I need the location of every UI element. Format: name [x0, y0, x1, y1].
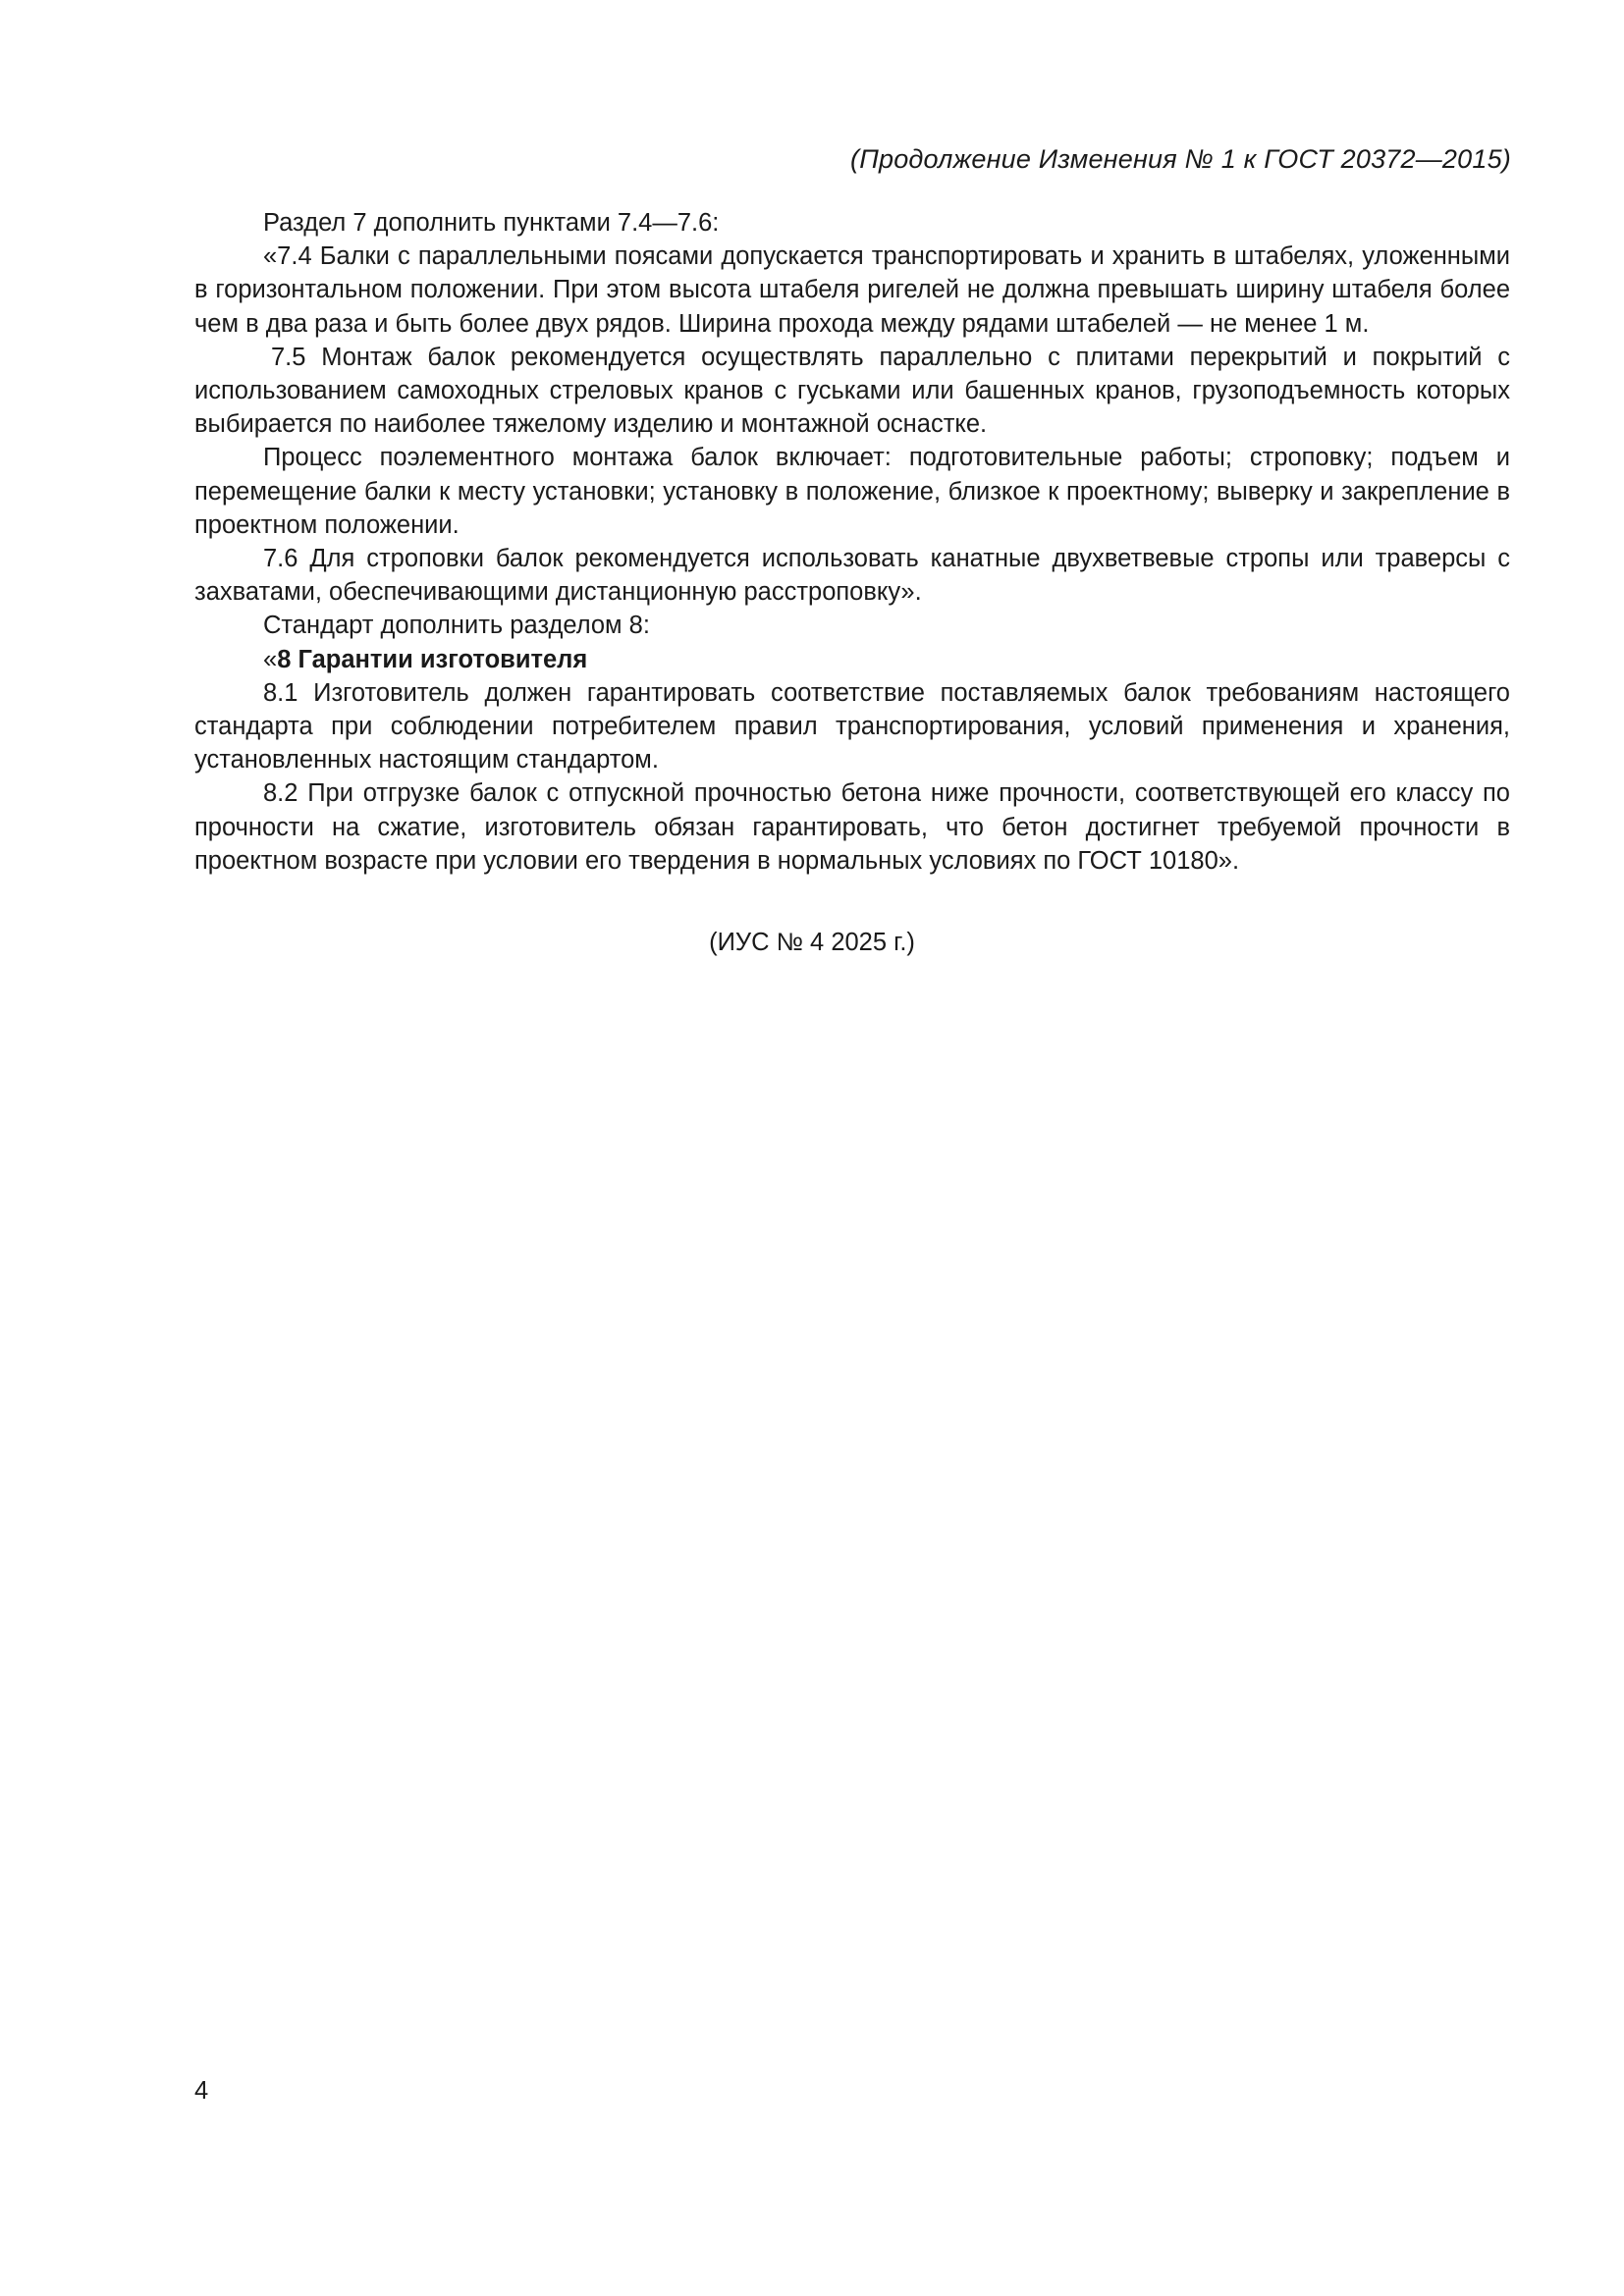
document-body [194, 206, 1510, 878]
ius-reference: (ИУС № 4 2025 г.) [709, 929, 915, 956]
section-8-heading [194, 643, 1510, 676]
paragraph-section8-intro: Стандарт дополнить разделом 8: [263, 612, 650, 640]
paragraph-8-2: 8.2 При отгрузке балок с отпускной прочностью бетона ниже прочности, соответствующей его классу по прочности на сжатие, изготовитель обязан гарантировать, что бетон достигнет требуемой прочности в проектном возрасте при условии его твердения в нормальных условиях по ГОСТ 10180». [194, 779, 1510, 875]
paragraph-7-6: 7.6 Для строповки балок рекомендуется использовать канатные двухветвевые стропы или траверсы с захватами, обеспечивающими дистанционную расстроповку». [194, 545, 1510, 607]
paragraph-7-4: «7.4 Балки с параллельными поясами допускается транспортировать и хранить в штабелях, уложенными в горизонтальном положении. При этом высота штабеля ригелей не должна превышать ширину штабеля более чем в два раза и быть более двух рядов. Ширина прохода между рядами штабелей — не менее 1 м. [194, 242, 1510, 338]
paragraph-8-1: 8.1 Изготовитель должен гарантировать соответствие поставляемых балок требованиям настоящего стандарта при соблюдении потребителем правил транспортирования, условий применения и хранения, установленных настоящим стандартом. [194, 678, 1510, 774]
opening-quote: « [263, 645, 278, 673]
section-8-title: 8 Гарантии изготовителя [277, 645, 588, 673]
page-number: 4 [194, 2077, 209, 2105]
paragraph-assembly-process: Процесс поэлементного монтажа балок включает: подготовительные работы; строповку; подъем и перемещение балки к месту установки; установку в положение, близкое к проектному; выверку и закрепление в проектном положении. [194, 444, 1510, 539]
paragraph-7-5: 7.5 Монтаж балок рекомендуется осуществлять параллельно с плитами перекрытий и покрытий с использованием самоходных стреловых кранов с гуськами или башенных кранов, грузоподъемность которых выбирается по наиболее тяжелому изделию и монтажной оснастке. [194, 343, 1510, 439]
paragraph-section7-intro: Раздел 7 дополнить пунктами 7.4—7.6: [263, 209, 720, 237]
continuation-header: (Продолжение Изменения № 1 к ГОСТ 20372—2015) [850, 144, 1511, 174]
